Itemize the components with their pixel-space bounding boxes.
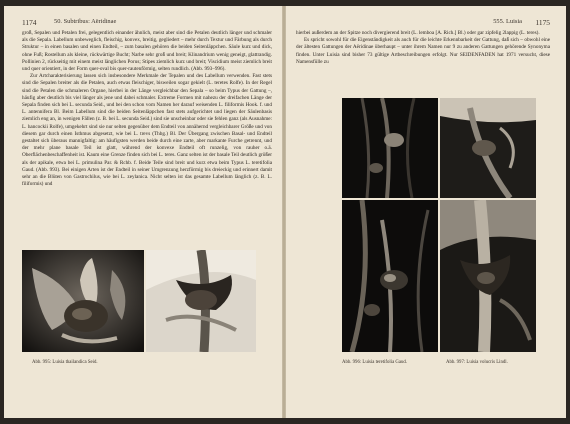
left-page	[4, 6, 282, 418]
figure-caption: Abb. 996: Luisia teretifolia Gaud.	[342, 360, 408, 365]
left-paragraph: Zur Artcharakterisierung lassen sich insbesondere Merkmale der Tepalen und des Labellum verwenden. Fast stets sind die Sepalen breiter als die Petalen, auch etwas fleischiger, bisweilen sogar gekielt (L. teretes Rolfe). In der Regel sind die Petalen die schmaleren Organe, hierbei in der Länge vergleichbar den Sepala – so beim Typus der Gattung –, häufig aber deutlich bis viel länger als jene und dabei schmaler. Extreme Formen mit nahezu der dreifachen Länge der Sepala finden sich bei L. secunda Seid., und bei den schon vom Namen her darauf weisenden L. filiformis Hook. f. und L. antennifera Bl. Beim Labellum sind die beiden Seitenläppchen fast stets aufgerichtet und liegen der Säulenbasis ziemlich eng an, in wenigen Fällen (z. B. bei L. secunda Seid.) sind sie unscheinbar oder sie fehlen ganz (als Ausnahme: L. hancockii Rolfe), umgekehrt sind sie nur selten gegenüber dem Endteil von annähernd vergleichbarer Größe und von diesem gar durch einen Isthmus abgesetzt, wie bei L. trevs (Thbg.) Bl. Der Übergang zwischen Basal- und Endteil gestaltet sich überaus mannigfaltig: am häufigsten werden beide durch eine zarte, aber markante Furche getrennt, und der mehr plane basale Teil ist glatt, während der konvexe Endteil oft runzelig, von rauher o.ä. Oberflächenbeschaffenheit ist. Kaum eine Grenze finden sich bei L. teres. Ganz selten ist der basale Teil deutlich größer als der apikale, etwa bei L. primulina Par. & Rchb. f. Beide Teile sind breit und kurz etwa beim Typus L. teretifolia Gaud. (Abb. 993). Bei einigen Arten ist der Endteil in seiner Umgrenzung herzförmig bis dreieckig und erinnert damit sehr an die Blüten von Gastrochilus, wie bei L. zeylanica. Nicht selten ist das gesamte Labellum länglich (z. B. L. filiformis) und	[22, 73, 272, 188]
orchid-photo-bottom-right	[440, 200, 536, 352]
orchid-photo-flower	[22, 250, 144, 352]
left-running-head: 50. Subtribus: Aëridinae	[54, 18, 117, 25]
orchid-photo-bottom-left	[342, 200, 438, 352]
orchid-photo-stem	[146, 250, 256, 352]
right-running-head: 555. Luisia	[493, 18, 522, 25]
left-body-text	[22, 30, 272, 242]
right-paragraph: hierbei außerdem an der Spitze noch divergierend breit (L. lemboa [A. Rich.] Bl.) oder gar zipfelig 2lappig (L. teres).	[296, 30, 540, 36]
right-page	[286, 6, 566, 418]
figure-caption: Abb. 997: Luisia volucris Lindl.	[446, 360, 508, 365]
figure-caption: Abb. 995: Luisia thailandica Seid.	[32, 360, 98, 365]
right-paragraph: Es spricht sowohl für die Eigenständigkeit als auch für die leichte Erkennbarkeit der Gattung, daß sich – obwohl eine der ältesten Gattungen der Aëridinae überhaupt – unter ihrem Namen nur 9 zu anderen Gattungen gehörende Synonyma finden. Unter Luisia sind bisher 73 gültige Artbeschreibungen erfolgt. Nur SEIDENFADEN hat 1971 versucht, diese Namensfülle zu	[296, 37, 550, 65]
left-paragraph: groß, Sepalen und Petalen frei, gelegentlich einander ähnlich, meist aber sind die Petalen deutlich länger und schmaler als die Sepala. Labellum unbeweglich, fleischig, konvex, breitig, gegliedert – mehr durch Textur und Färbung als durch Struktur – in einen basalen und einen Endteil, – zum basalen gehören die beiden Seitenläppchen. Säule kurz und dick, ohne Fuß; Rostellum als kleine, rückwärtige Bucht; Narbe sehr groß und breit; Klinandrium wenig geneigt, glattrandig. Pollinien 2, rückseitig mit einem meist länglichen Porus; Stipes ziemlich kurz und breit; Viscidium meist ziemlich breit und quer orientiert, in der Form quer-oval bis quer-rautenförmig, selten rundlich. (Abb. 993–996).	[22, 30, 272, 73]
orchid-photo-top-right	[440, 98, 536, 198]
right-page-number: 1175	[535, 18, 550, 27]
right-body-text	[296, 30, 550, 92]
orchid-photo-top-left	[342, 98, 438, 198]
left-page-number: 1174	[22, 18, 37, 27]
